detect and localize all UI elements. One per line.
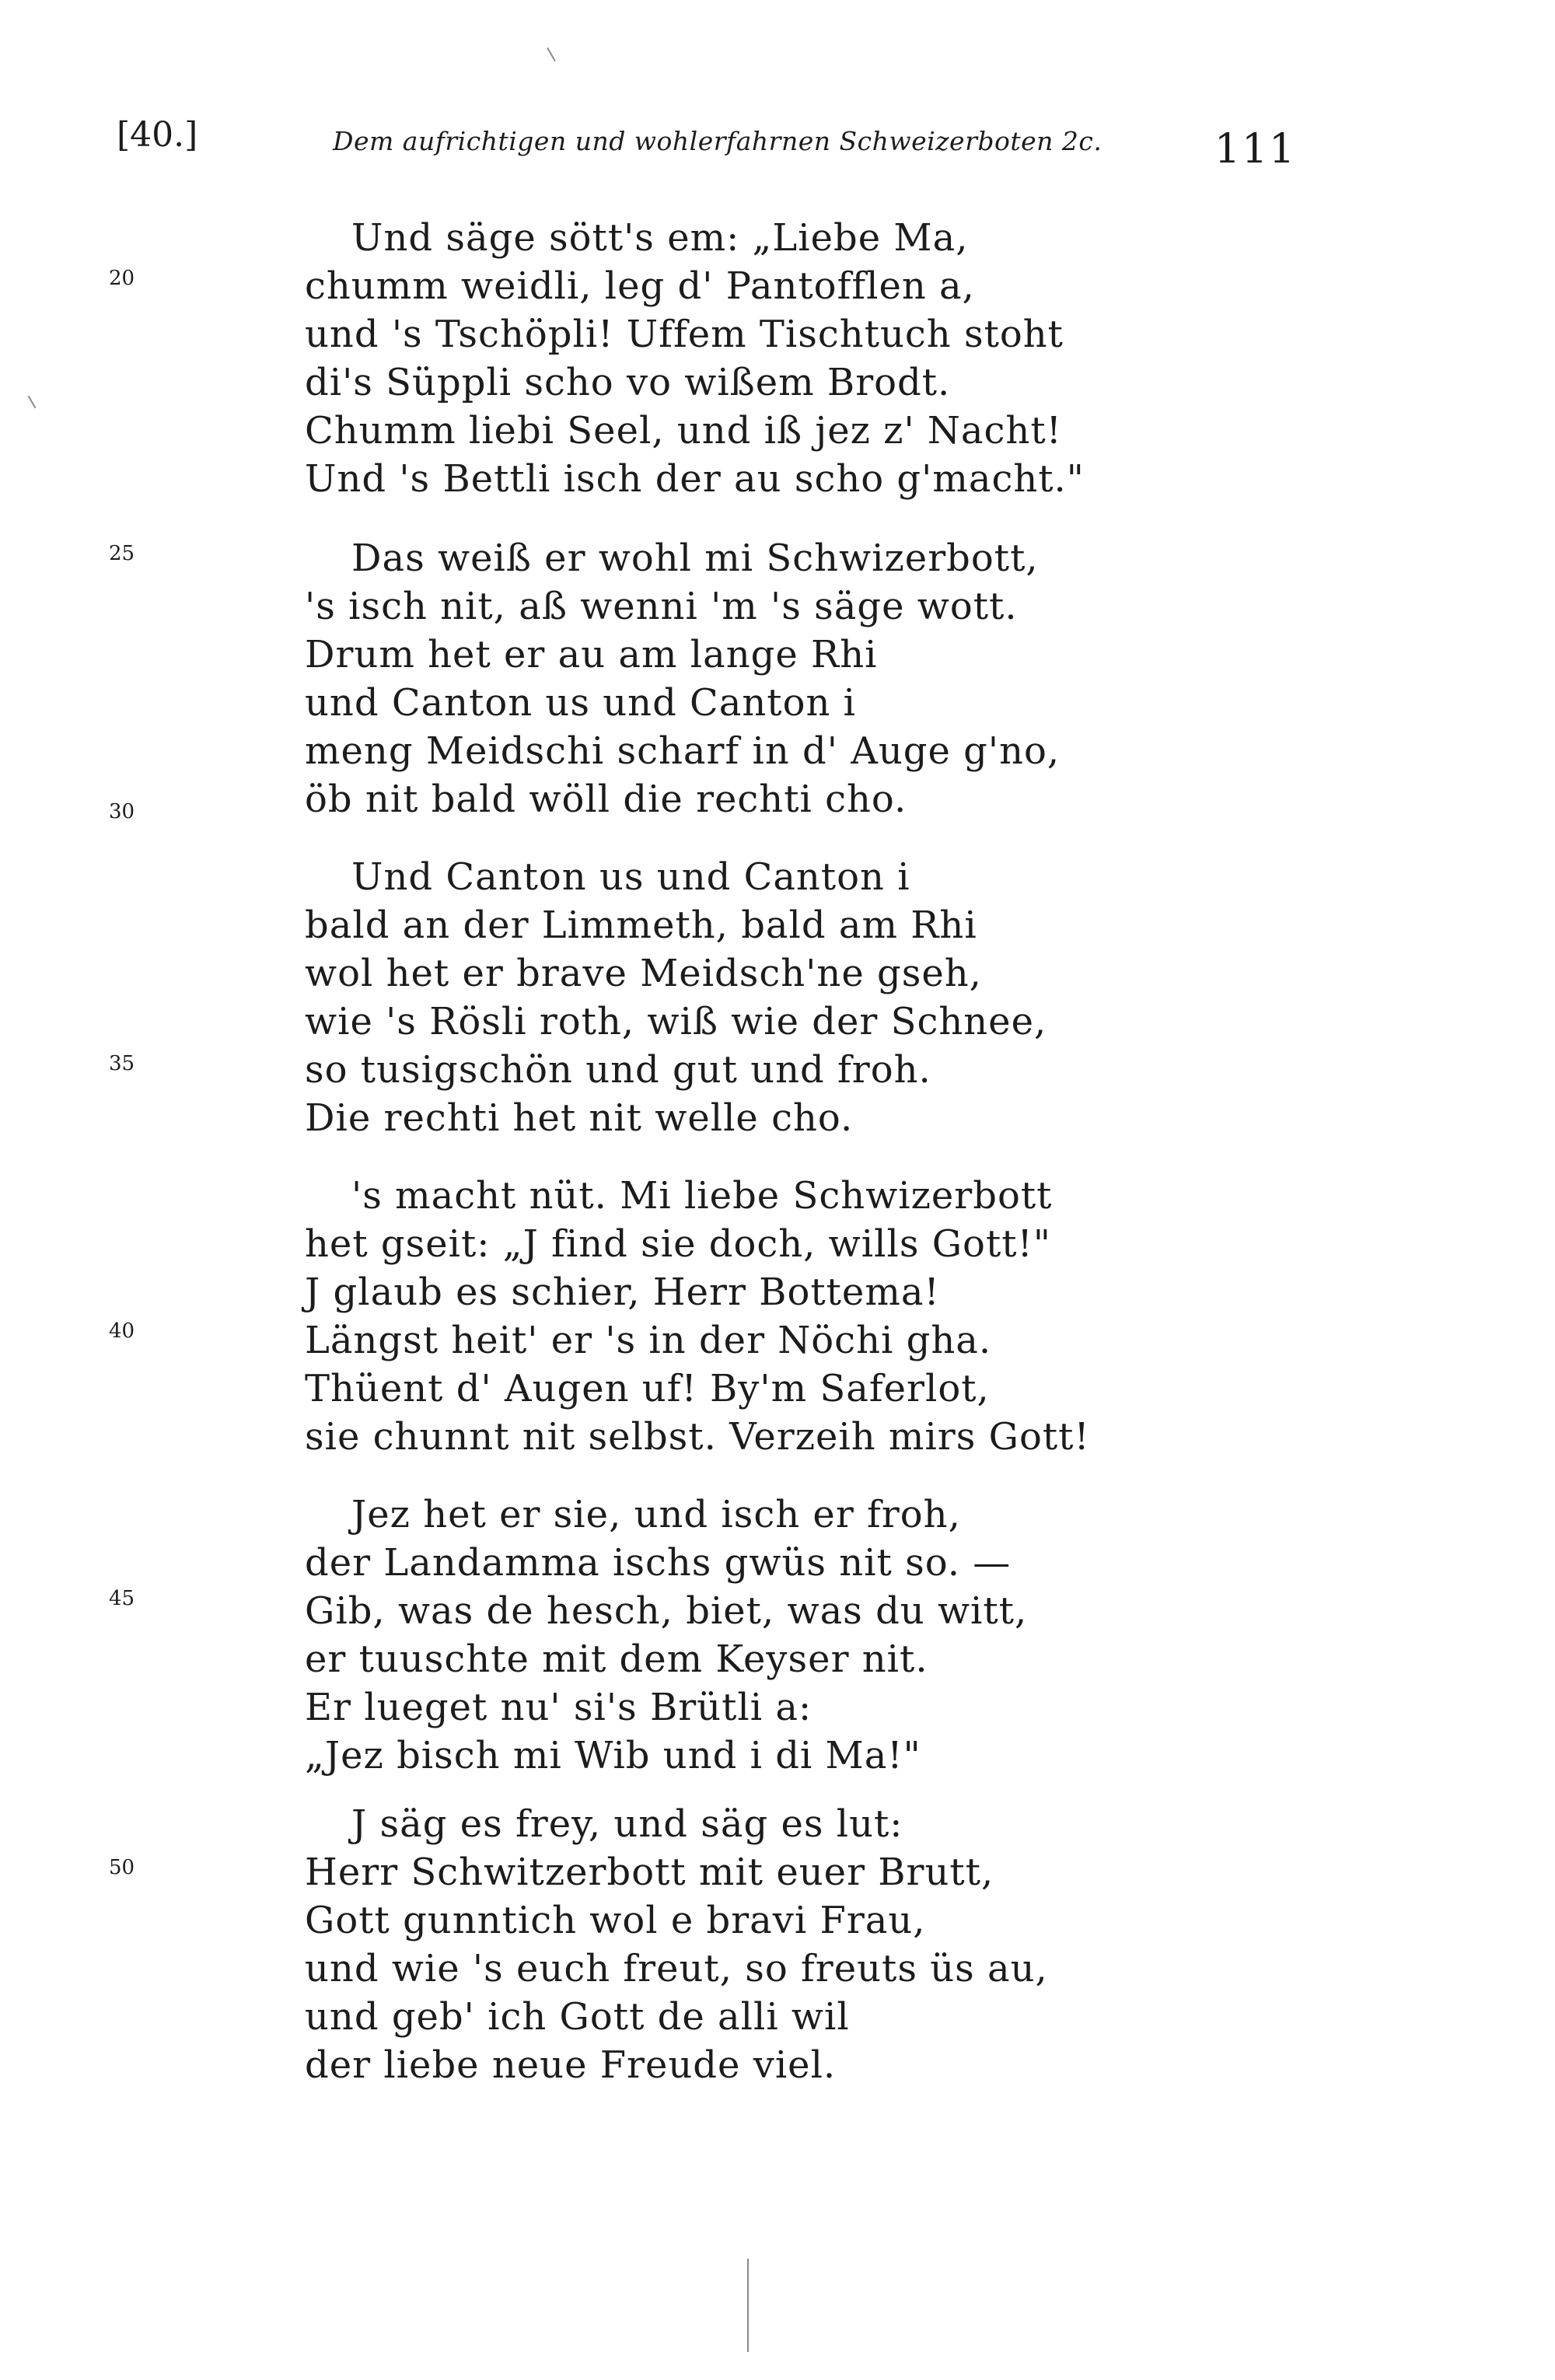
verse-line: sie chunnt nit selbst. Verzeih mirs Gott!	[305, 1415, 1090, 1459]
verse-line: Drum het er au am lange Rhi	[305, 633, 878, 676]
verse-line: bald an der Limmeth, bald am Rhi	[305, 903, 977, 947]
verse-line: meng Meidschi scharf in d' Auge g'no,	[305, 729, 1061, 773]
line-number: 40	[109, 1319, 135, 1343]
verse-line: Und 's Bettli isch der au scho g'macht."	[305, 457, 1085, 501]
verse-line: J säg es frey, und säg es lut:	[351, 1802, 903, 1846]
verse-line: Er lueget nu' si's Brütli a:	[305, 1686, 812, 1729]
line-number: 50	[109, 1856, 135, 1879]
verse-line: Die rechti het nit welle cho.	[305, 1096, 854, 1140]
line-number: 30	[109, 800, 135, 823]
verse-line: 's macht nüt. Mi liebe Schwizerbott	[351, 1174, 1053, 1218]
verse-line: wie 's Rösli roth, wiß wie der Schnee,	[305, 1000, 1047, 1043]
line-number: 35	[109, 1052, 135, 1075]
verse-line: und geb' ich Gott de alli wil	[305, 1995, 850, 2039]
verse-line: Das weiß er wohl mi Schwizerbott,	[351, 536, 1039, 580]
verse-line: Gott gunntich wol e bravi Frau,	[305, 1899, 926, 1942]
verse-line: Herr Schwitzerbott mit euer Brutt,	[305, 1851, 994, 1894]
section-number: [40.]	[117, 115, 198, 155]
verse-line: er tuuschte mit dem Keyser nit.	[305, 1637, 928, 1681]
scan-mark-left	[28, 396, 37, 409]
verse-line: Gib, was de hesch, biet, was du witt,	[305, 1589, 1028, 1633]
line-number: 25	[109, 542, 135, 565]
verse-line: 's isch nit, aß wenni 'm 's säge wott.	[305, 585, 1018, 628]
verse-line: und wie 's euch freut, so freuts üs au,	[305, 1947, 1048, 1990]
verse-line: het gseit: „J find sie doch, wills Gott!"	[305, 1222, 1051, 1266]
scan-mark-bottom	[747, 2259, 749, 2352]
line-number: 20	[109, 267, 135, 290]
verse-line: „Jez bisch mi Wib und i di Ma!"	[305, 1734, 921, 1777]
verse-line: Jez het er sie, und isch er froh,	[351, 1493, 961, 1536]
running-header-title: Dem aufrichtigen und wohlerfahrnen Schweizerboten 2c.	[333, 126, 1102, 156]
verse-line: di's Süppli scho vo wißem Brodt.	[305, 361, 951, 404]
page-number: 111	[1214, 126, 1297, 173]
verse-line: Längst heit' er 's in der Nöchi gha.	[305, 1319, 992, 1362]
verse-line: der Landamma ischs gwüs nit so. —	[305, 1541, 1012, 1585]
verse-line: und Canton us und Canton i	[305, 681, 857, 725]
verse-line: Und säge sött's em: „Liebe Ma,	[351, 216, 969, 260]
verse-line: chumm weidli, leg d' Pantofflen a,	[305, 264, 975, 308]
verse-line: und 's Tschöpli! Uffem Tischtuch stoht	[305, 313, 1064, 356]
verse-line: so tusigschön und gut und froh.	[305, 1048, 931, 1092]
verse-line: Thüent d' Augen uf! By'm Saferlot,	[305, 1367, 990, 1410]
verse-line: öb nit bald wöll die rechti cho.	[305, 778, 907, 821]
verse-line: Und Canton us und Canton i	[351, 855, 910, 899]
verse-line: der liebe neue Freude viel.	[305, 2043, 837, 2087]
verse-line: wol het er brave Meidsch'ne gseh,	[305, 952, 982, 995]
scan-mark-top	[547, 47, 556, 61]
line-number: 45	[109, 1587, 135, 1610]
verse-line: J glaub es schier, Herr Bottema!	[305, 1270, 940, 1314]
verse-line: Chumm liebi Seel, und iß jez z' Nacht!	[305, 409, 1062, 453]
